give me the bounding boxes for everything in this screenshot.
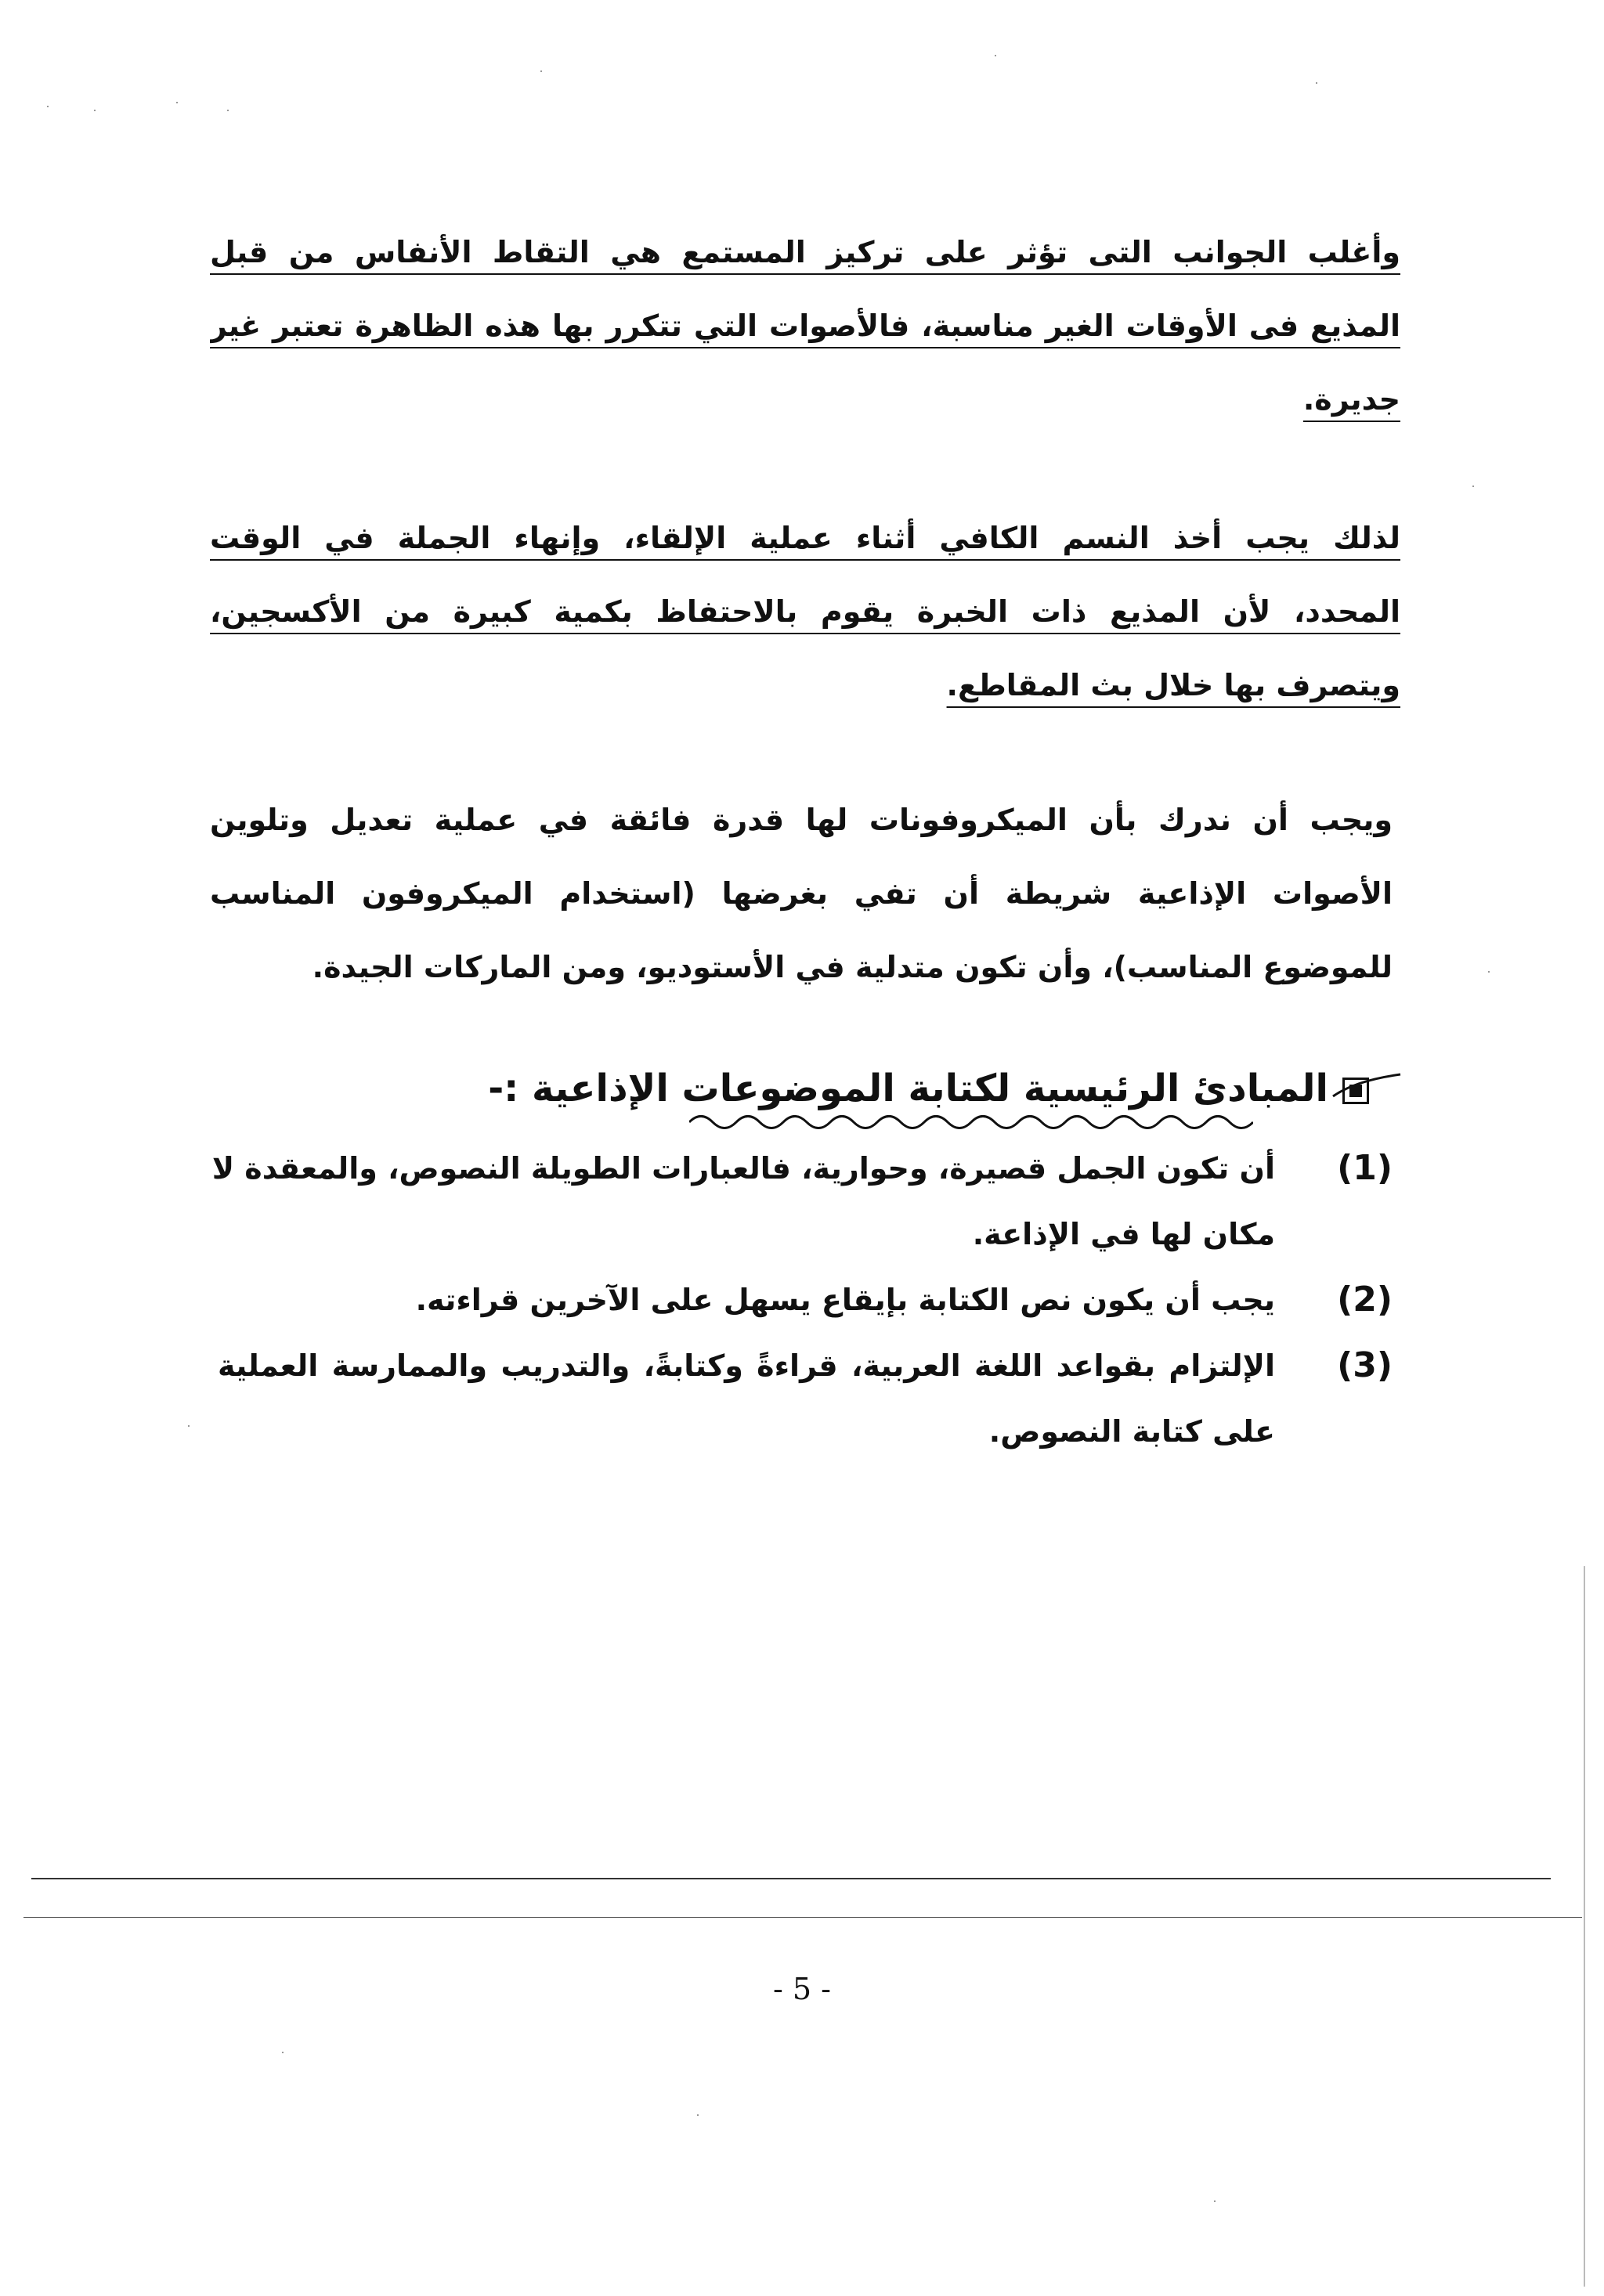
paragraph-line: لذلك يجب أخذ النسم الكافي أثناء عملية الإلقاء، وإنهاء الجملة في الوقت	[210, 521, 1400, 555]
list-item	[211, 1135, 1393, 1267]
scan-speck	[1472, 486, 1474, 487]
list-item-text	[218, 1333, 1275, 1464]
list-item-line: أن تكون الجمل قصيرة، وحوارية، فالعبارات الطويلة النصوص، والمعقدة لا	[211, 1151, 1275, 1186]
footer-divider	[23, 1917, 1582, 1918]
scan-edge-line	[1584, 1566, 1585, 2287]
scan-speck	[282, 2052, 284, 2053]
list-item-line: على كتابة النصوص.	[988, 1414, 1275, 1449]
list-item-line: الإلتزام بقواعد اللغة العربية، قراءةً وكتابةً، والتدريب والممارسة العملية	[218, 1348, 1275, 1383]
scan-speck	[176, 102, 178, 103]
list-item-line: يجب أن يكون نص الكتابة بإيقاع يسهل على الآخرين قراءته.	[415, 1283, 1275, 1317]
page-number: - 5 -	[772, 1972, 831, 2006]
paragraph-line: ويجب أن ندرك بأن الميكروفونات لها قدرة فائقة في عملية تعديل وتلوين	[210, 803, 1393, 837]
paragraph-line: المذيع فى الأوقات الغير مناسبة، فالأصوات التي تتكرر بها هذه الظاهرة تعتبر غير	[210, 309, 1400, 343]
scan-speck	[1316, 82, 1317, 84]
scan-speck	[1214, 2200, 1216, 2202]
scan-speck	[1488, 971, 1490, 973]
paragraph-line: جديرة.	[1302, 382, 1400, 417]
list-item-line: مكان لها في الإذاعة.	[972, 1217, 1275, 1251]
paragraph-oxygen	[210, 501, 1400, 722]
paragraph-breathing	[210, 215, 1400, 436]
list-item	[218, 1267, 1393, 1333]
list-item-text	[218, 1267, 1275, 1333]
scan-speck	[188, 1425, 190, 1427]
section-heading-text: المبادئ الرئيسية لكتابة الموضوعات الإذاعية :-	[488, 1067, 1328, 1110]
list-item-number: (1)	[1337, 1148, 1393, 1188]
list-item-number: (3)	[1337, 1345, 1393, 1385]
paragraph-line: وأغلب الجوانب التى تؤثر على تركيز المستمع هي التقاط الأنفاس من قبل	[210, 235, 1400, 269]
scan-speck	[697, 2114, 699, 2116]
scan-speck	[540, 70, 542, 72]
paragraph-line: ويتصرف بها خلال بث المقاطع.	[946, 668, 1400, 702]
scan-speck	[995, 55, 996, 56]
principles-list	[211, 1135, 1393, 1464]
list-item-number: (2)	[1337, 1280, 1393, 1319]
footer-divider	[31, 1878, 1551, 1879]
list-item-text	[211, 1135, 1275, 1267]
scan-speck	[94, 110, 96, 111]
paragraph-line: للموضوع المناسب)، وأن تكون متدلية في الأستوديو، ومن الماركات الجيدة.	[312, 950, 1393, 984]
paragraph-line: المحدد، لأن المذيع ذات الخبرة يقوم بالاحتفاظ بكمية كبيرة من الأكسجين،	[210, 594, 1400, 629]
paragraph-microphones	[210, 783, 1393, 1004]
scan-speck	[227, 110, 229, 111]
list-item	[218, 1333, 1393, 1464]
paragraph-line: الأصوات الإذاعية شريطة أن تفي بغرضها (استخدام الميكروفون المناسب	[210, 876, 1393, 911]
scan-speck	[47, 106, 49, 107]
swoosh-icon	[1331, 1073, 1402, 1104]
wavy-underline-icon	[689, 1110, 1253, 1134]
